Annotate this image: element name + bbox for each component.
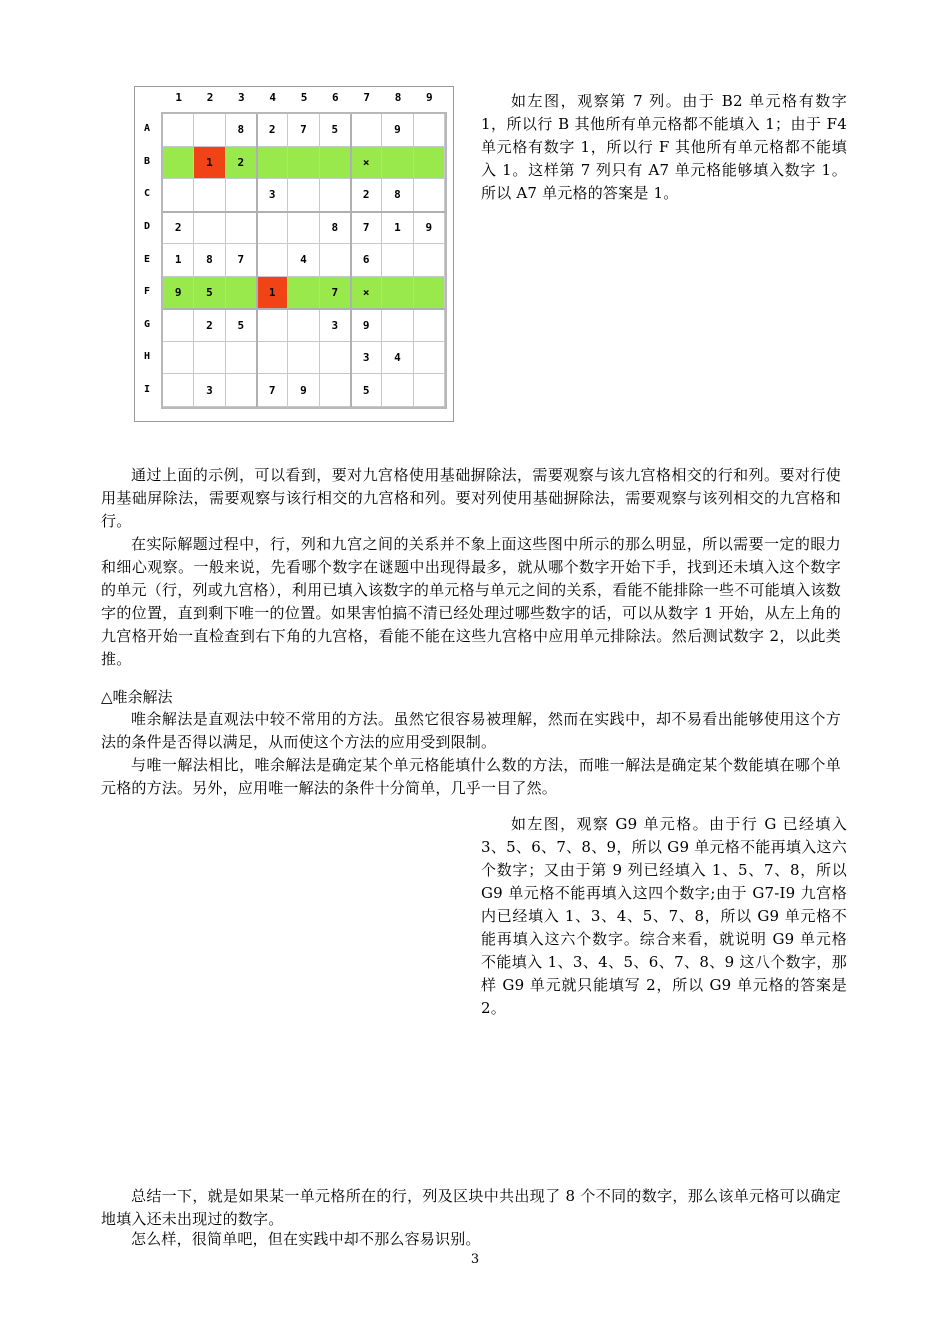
figure-caption-2: 如左图，观察 G9 单元格。由于行 G 已经填入 3、5、6、7、8、9，所以 G9 单元格不能再填入这六个数字；又由于第 9 列已经填入 1、5、7、8，所以 G9 单元格不能再填入这四个数字;由于 G7-I9 九宫格内已经填入 1、3、4、5、7、8，所以 G9 单元格不能再填入这六个数字。综合来看，就说明 G9 单元格不能填入 1、3、4、5、6、7、8、9 这八个数字，那样 G9 单元就只能填写 2，所以 G9 单元格的答案是 2。 <box>481 815 847 1017</box>
column-header: 2 <box>206 91 214 104</box>
sudoku-cell <box>288 212 319 245</box>
sudoku-cell: 7 <box>320 277 351 310</box>
sudoku-cell: 4 <box>382 342 413 375</box>
sudoku-cell: × <box>351 147 382 180</box>
sudoku-cell: × <box>351 277 382 310</box>
box-divider <box>350 114 352 407</box>
row-header: G <box>143 318 151 330</box>
sudoku-cell: 7 <box>257 374 288 407</box>
column-header: 8 <box>394 91 402 104</box>
box-divider <box>163 211 445 213</box>
sudoku-cell: 8 <box>226 114 257 147</box>
sudoku-cell: 7 <box>351 212 382 245</box>
sudoku-cell <box>163 309 194 342</box>
sudoku-cell <box>226 179 257 212</box>
sudoku-cell: 2 <box>163 212 194 245</box>
sudoku-cell: 7 <box>288 114 319 147</box>
sudoku-cell <box>382 277 413 310</box>
sudoku-cell <box>320 147 351 180</box>
sudoku-cell <box>288 147 319 180</box>
sudoku-cell: 3 <box>320 309 351 342</box>
sudoku-cell <box>257 342 288 375</box>
sudoku-cell: 9 <box>163 277 194 310</box>
column-header: 9 <box>426 91 433 104</box>
sudoku-cell <box>288 342 319 375</box>
sudoku-figure <box>134 86 454 422</box>
sudoku-cell <box>320 374 351 407</box>
sudoku-cell: 1 <box>382 212 413 245</box>
sudoku-cell: 3 <box>351 342 382 375</box>
box-divider <box>163 308 445 310</box>
sudoku-cell: 5 <box>320 114 351 147</box>
sudoku-cell: 2 <box>194 309 225 342</box>
row-header: B <box>143 155 151 167</box>
row-header: C <box>143 188 151 200</box>
sudoku-cell <box>257 147 288 180</box>
sudoku-cell <box>194 114 225 147</box>
sudoku-cell <box>414 244 445 277</box>
sudoku-cell <box>163 114 194 147</box>
sudoku-cell <box>320 342 351 375</box>
sudoku-cell <box>382 374 413 407</box>
sudoku-cell <box>320 244 351 277</box>
sudoku-cell: 9 <box>414 212 445 245</box>
column-header: 1 <box>175 91 182 104</box>
sudoku-cell: 9 <box>351 309 382 342</box>
sudoku-cell <box>382 147 413 180</box>
sudoku-cell <box>226 212 257 245</box>
sudoku-cell <box>163 342 194 375</box>
column-header: 5 <box>300 91 308 104</box>
sudoku-cell: 1 <box>194 147 225 180</box>
sudoku-cell: 8 <box>382 179 413 212</box>
sudoku-cell: 1 <box>257 277 288 310</box>
column-header: 3 <box>238 91 245 104</box>
sudoku-cell <box>288 277 319 310</box>
sudoku-cell <box>163 179 194 212</box>
sudoku-cell <box>163 374 194 407</box>
sudoku-cell <box>351 114 382 147</box>
figure-caption-1: 如左图，观察第 7 列。由于 B2 单元格有数字 1，所以行 B 其他所有单元格都不能填入 1；由于 F4 单元格有数字 1，所以行 F 其他所有单元格都不能填入 1。这样第 7 列只有 A7 单元格能够填入数字 1。所以 A7 单元格的答案是 1。 <box>481 92 847 202</box>
sudoku-cell: 7 <box>226 244 257 277</box>
page-number: 3 <box>470 1252 480 1267</box>
sudoku-cell <box>414 179 445 212</box>
column-header: 4 <box>269 91 276 104</box>
paragraph-5: 总结一下，就是如果某一单元格所在的行，列及区块中共出现了 8 个不同的数字，那么该单元格可以确定地填入还未出现过的数字。 <box>101 1187 841 1228</box>
sudoku-cell: 2 <box>257 114 288 147</box>
sudoku-cell: 2 <box>226 147 257 180</box>
row-header: I <box>143 383 151 395</box>
sudoku-cell <box>163 147 194 180</box>
sudoku-grid <box>161 112 447 409</box>
sudoku-cell <box>194 212 225 245</box>
sudoku-cell <box>288 309 319 342</box>
row-header: A <box>143 123 151 135</box>
row-header: D <box>143 220 151 232</box>
sudoku-cell <box>320 179 351 212</box>
sudoku-cell <box>414 342 445 375</box>
paragraph-2: 在实际解题过程中，行，列和九宫之间的关系并不象上面这些图中所示的那么明显，所以需要一定的眼力和细心观察。一般来说，先看哪个数字在谜题中出现得最多，就从哪个数字开始下手，找到还未填入这个数字的单元（行，列或九宫格），利用已填入该数字的单元格与单元之间的关系，看能不能排除一些不可能填入该数字的位置，直到剩下唯一的位置。如果害怕搞不清已经处理过哪些数字的话，可以从数字 1 开始，从左上角的九宫格开始一直检查到右下角的九宫格，看能不能在这些九宫格中应用单元排除法。然后测试数字 2，以此类推。 <box>101 535 841 668</box>
sudoku-cell <box>257 309 288 342</box>
row-header: H <box>143 351 151 363</box>
sudoku-cell <box>414 309 445 342</box>
sudoku-cell: 4 <box>288 244 319 277</box>
sudoku-cell: 9 <box>288 374 319 407</box>
paragraph-1: 通过上面的示例，可以看到，要对九宫格使用基础摒除法，需要观察与该九宫格相交的行和列。要对行使用基础屏除法，需要观察与该行相交的九宫格和列。要对列使用基础摒除法，需要观察与该列相交的九宫格和行。 <box>101 466 841 530</box>
sudoku-cell: 5 <box>194 277 225 310</box>
sudoku-cell <box>414 114 445 147</box>
sudoku-cell <box>226 374 257 407</box>
sudoku-cell <box>382 244 413 277</box>
sudoku-cell <box>382 309 413 342</box>
sudoku-cell <box>414 374 445 407</box>
sudoku-cell <box>414 277 445 310</box>
sudoku-cell: 3 <box>257 179 288 212</box>
box-divider <box>256 114 258 407</box>
paragraph-3: 唯余解法是直观法中较不常用的方法。虽然它很容易被理解，然而在实践中，却不易看出能够使用这个方法的条件是否得以满足，从而使这个方法的应用受到限制。 <box>101 710 841 751</box>
sudoku-cell: 5 <box>226 309 257 342</box>
sudoku-cell <box>194 342 225 375</box>
sudoku-cell: 8 <box>194 244 225 277</box>
sudoku-cell: 5 <box>351 374 382 407</box>
sudoku-cell <box>194 179 225 212</box>
sudoku-cell <box>288 179 319 212</box>
sudoku-cell: 9 <box>382 114 413 147</box>
sudoku-cell: 1 <box>163 244 194 277</box>
row-header: E <box>143 253 151 265</box>
row-header: F <box>143 286 151 298</box>
sudoku-cell: 3 <box>194 374 225 407</box>
section-heading: △唯余解法 <box>101 688 173 706</box>
sudoku-cell <box>226 342 257 375</box>
paragraph-6: 怎么样，很简单吧，但在实践中却不那么容易识别。 <box>131 1230 481 1248</box>
sudoku-cell: 2 <box>351 179 382 212</box>
column-header: 7 <box>363 91 370 104</box>
sudoku-cell <box>257 212 288 245</box>
sudoku-cell: 8 <box>320 212 351 245</box>
sudoku-cell: 6 <box>351 244 382 277</box>
sudoku-cell <box>257 244 288 277</box>
sudoku-cell <box>414 147 445 180</box>
paragraph-4: 与唯一解法相比，唯余解法是确定某个单元格能填什么数的方法，而唯一解法是确定某个数能填在哪个单元格的方法。另外，应用唯一解法的条件十分简单，几乎一目了然。 <box>101 756 841 797</box>
sudoku-cell <box>226 277 257 310</box>
column-header: 6 <box>332 91 339 104</box>
